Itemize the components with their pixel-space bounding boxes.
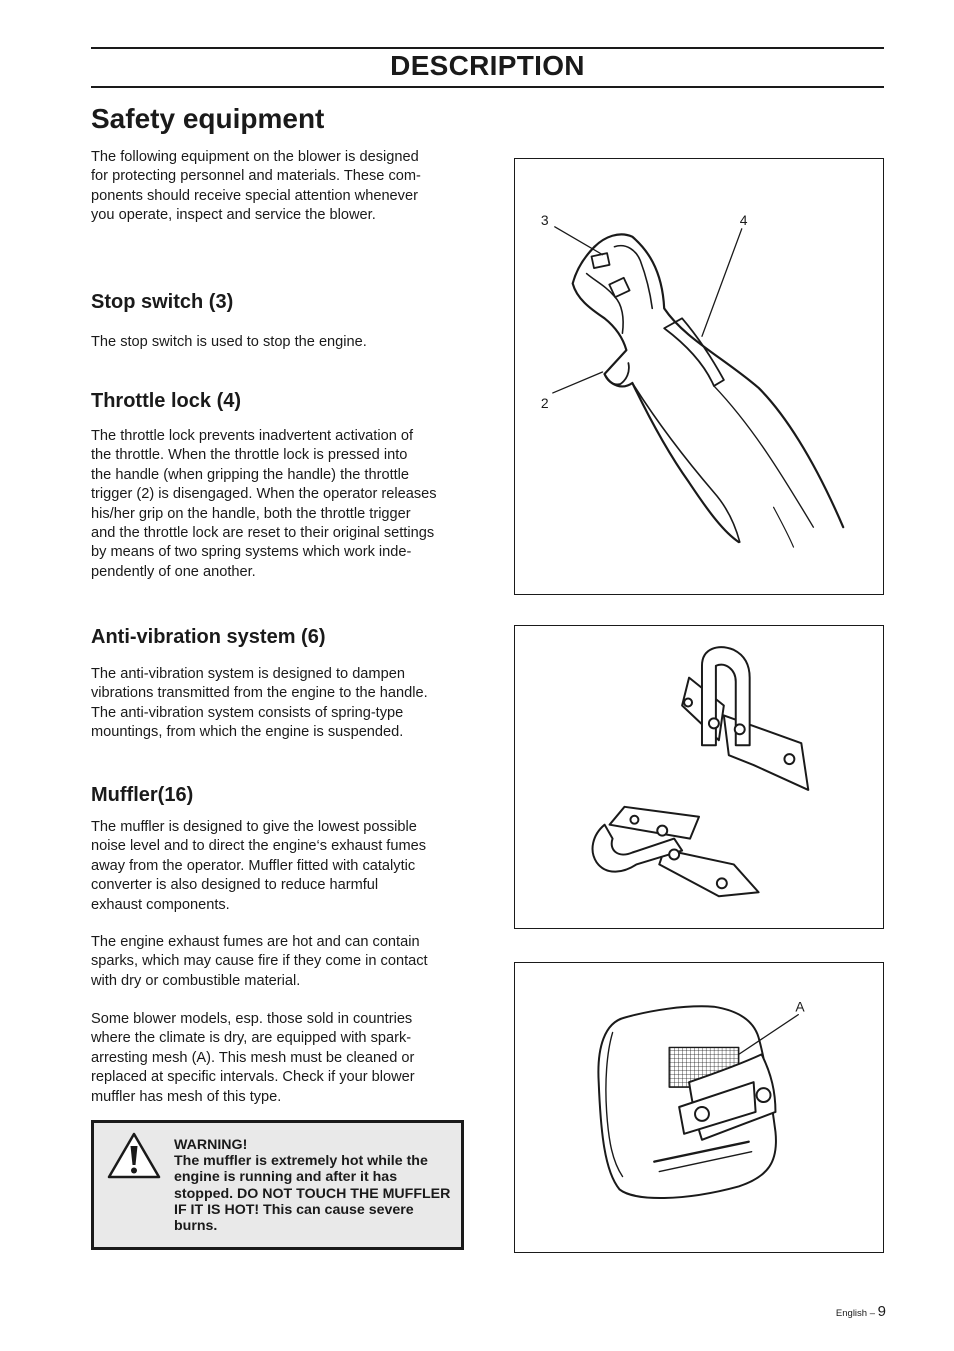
warning-text <box>174 1137 459 1234</box>
heading-stop-switch: Stop switch (3) <box>91 291 234 313</box>
stop-switch-paragraph: The stop switch is used to stop the engine. <box>91 334 367 350</box>
page-number: 9 <box>877 1303 886 1320</box>
figure-muffler <box>514 962 884 1253</box>
throttle-lock-paragraph: The throttle lock prevents inadvertent activation of the throttle. When the throttle lock is pressed into the handle (when gripping the handle) the throttle trigger (2) is disengaged. When the operator releases his/her grip on the handle, both the throttle trigger and the throttle lock are reset to their original settings by means of two spring systems which work inde- pendently of one another. <box>91 428 437 580</box>
page-footer <box>836 1303 886 1320</box>
warning-triangle-icon <box>106 1131 162 1181</box>
muffler-paragraph-3: Some blower models, esp. those sold in countries where the climate is dry, are equipped with spark- arresting mesh (A). This mesh must be cleaned or replaced at specific intervals. Check if your blower muffler has mesh of this type. <box>91 1011 415 1105</box>
handle-illustration <box>515 159 883 594</box>
anti-vibration-paragraph: The anti-vibration system is designed to dampen vibrations transmitted from the engine to the handle. The anti-vibration system consists of spring-type mountings, from which the engine is suspended. <box>91 666 428 741</box>
label-stop-switch: 3 <box>540 211 549 228</box>
figure-anti-vibration <box>514 625 884 929</box>
warning-box <box>91 1120 464 1250</box>
header-rule-top <box>91 47 884 49</box>
muffler-illustration <box>515 963 883 1252</box>
header-rule-bottom <box>91 86 884 88</box>
heading-throttle-lock: Throttle lock (4) <box>91 390 242 412</box>
intro-paragraph: The following equipment on the blower is designed for protecting personnel and materials. These com- ponents should receive special attention whenever you operate, inspect and service the blower. <box>91 149 421 224</box>
page-title: Safety equipment <box>91 103 325 134</box>
heading-anti-vibration: Anti-vibration system (6) <box>91 626 326 648</box>
section-title: DESCRIPTION <box>390 50 585 81</box>
figure-handle <box>514 158 884 595</box>
warning-body: The muffler is extremely hot while the engine is running and after it has stopped. DO NOT TOUCH THE MUFFLER IF IT IS HOT! This can cause severe burns. <box>174 1153 451 1235</box>
anti-vibration-illustration <box>515 626 883 928</box>
muffler-paragraph-1: The muffler is designed to give the lowest possible noise level and to direct the engine‘s exhaust fumes away from the operator. Muffler fitted with catalytic converter is also designed to reduce harmful exhaust components. <box>91 819 427 913</box>
heading-muffler: Muffler(16) <box>91 784 194 806</box>
warning-title: WARNING! <box>174 1137 248 1153</box>
label-throttle-trigger: 2 <box>540 394 549 411</box>
label-spark-mesh: A <box>795 998 805 1015</box>
muffler-paragraph-2: The engine exhaust fumes are hot and can contain sparks, which may cause fire if they come in contact with dry or combustible material. <box>91 934 428 989</box>
label-throttle-lock: 4 <box>739 211 748 228</box>
footer-language: English – <box>835 1308 876 1319</box>
